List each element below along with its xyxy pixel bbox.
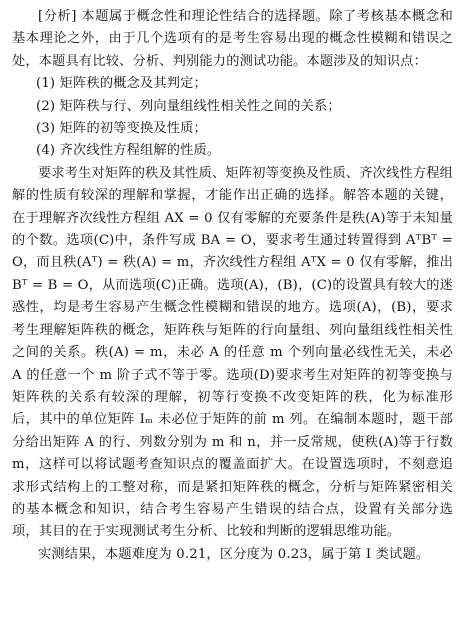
knowledge-point: (4) 齐次线性方程组解的性质。 [36, 143, 221, 159]
knowledge-point: (3) 矩阵的初等变换及性质； [36, 121, 207, 137]
knowledge-point: (2) 矩阵秩与行、列向量组线性相关性之间的关系； [36, 98, 341, 114]
analysis-body: 要求考生对矩阵的秩及其性质、矩阵初等变换及性质、齐次线性方程组解的性质有较深的理解和掌握，才能作出正确的选择。解答本题的关键，在于理解齐次线性方程组 AX = 0 仅有零解的充要条件是秩(A)等于未知量的个数。选项(C)中，条件写成 BA = O，要求考生通过转置得到 AᵀBᵀ = O，而且秩(Aᵀ) = 秩(A) = m，齐次线性方程组 AᵀX = 0 仅有零解，推出 Bᵀ = B = O，从而选项(C)正确。选项(A)，(B)，(C)的设置具有较大的迷惑性，均是考生容易产生概念性模糊和错误的地方。选项(A)，(B)，要求考生理解矩阵秩的概念，矩阵秩与矩阵的行向量组、列向量组线性相关性之间的关系。秩(A) = m，未必 A 的任意 m 个列向量必线性无关，未必 A 的任意一个 m 阶子式不等于零。选项(D)要求考生对矩阵的初等变换与矩阵秩的关系有较深的理解，初等行变换不改变矩阵的秩，化为标准形后，其中的单位矩阵 Iₘ 未必位于矩阵的前 m 列。在编制本题时，题干部分给出矩阵 A 的行、列数分别为 m 和 n，并一反常规，使秩(A)等于行数 m，这样可以将试题考查知识点的覆盖面扩大。在设置选项时，不刻意追求形式结构上的工整对称，而是紧扣矩阵秩的概念，分析与矩阵紧密相关的基本概念和知识，结合考生容易产生错误的结合点，设置有关部分选项，其目的在于实现测试考生分析、比较和判断的逻辑思维功能。 [12, 165, 454, 540]
test-result: 实测结果，本题难度为 0.21，区分度为 0.23，属于第 I 类试题。 [38, 546, 430, 562]
knowledge-points-list [12, 73, 453, 163]
analysis-intro: [分析] 本题属于概念性和理论性结合的选择题。除了考核基本概念和基本理论之外，由于几个选项有的是考生容易出现的概念性模糊和错误之处，本题具有比较、分析、判别能力的测试功能。本题涉及的知识点： [12, 9, 453, 69]
knowledge-point: (1) 矩阵秩的概念及其判定； [36, 76, 207, 92]
